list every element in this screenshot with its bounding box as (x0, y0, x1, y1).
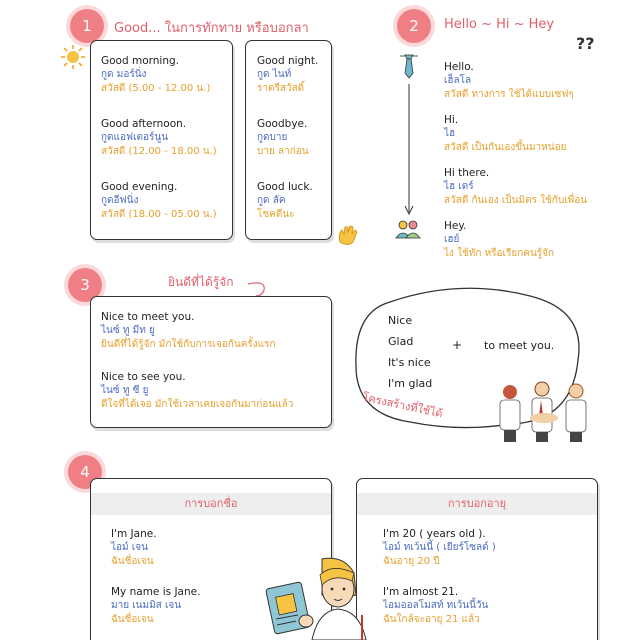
phrase-thai-meaning: สวัสดี เป็นกันเองขึ้นมาหน่อย (444, 142, 567, 153)
phrase-entry (257, 54, 331, 96)
nice-to-meet-card (90, 296, 332, 428)
phrase-pronunciation: ไอมออลโมสท์ ทเว้นนี้วัน (383, 600, 489, 611)
phrase-entry (101, 54, 232, 96)
phrase-pronunciation: เฮ็ลโล (444, 75, 472, 86)
section-number-4: 4 (68, 455, 102, 489)
sun-icon (60, 44, 86, 70)
phrase-entry (444, 219, 634, 261)
phrase-entry (101, 310, 331, 352)
phrase-entry (383, 527, 597, 569)
phrase-pronunciation: กูด ลัค (257, 195, 286, 206)
phrase-english: Hey. (444, 220, 467, 232)
subject-option: I'm glad (388, 377, 433, 390)
phrase-entry (383, 585, 597, 627)
subject-option: It's nice (388, 356, 431, 369)
phrase-thai-meaning: ฉันชื่อเจน (111, 614, 154, 625)
phrase-thai-meaning: บาย ลาก่อน (257, 146, 309, 157)
phrase-thai-meaning: ฉันชื่อเจน (111, 556, 154, 567)
phrase-thai-meaning: สวัสดี ทางการ ใช้ได้แบบเซฟๆ (444, 89, 574, 100)
phrase-pronunciation: มาย เนมมิส เจน (111, 600, 182, 611)
hello-hi-hey-list (444, 60, 634, 272)
phrase-pronunciation: ไอม์ ทเว้นนี้ ( เยียร์โซลด์ ) (383, 542, 496, 553)
phrase-english: Good morning. (101, 55, 180, 67)
phrase-pronunciation: ไอม์ เจน (111, 542, 148, 553)
subject-option: Glad (388, 335, 414, 348)
boy-with-id-card-illustration (262, 555, 372, 640)
phrase-english: Good luck. (257, 181, 313, 193)
section-2-title: Hello ~ Hi ~ Hey (444, 17, 555, 32)
waving-hand-icon (334, 222, 360, 248)
phrase-entry (444, 166, 634, 208)
phrase-english: Hi. (444, 114, 459, 126)
age-card-header: การบอกอายุ (357, 493, 597, 515)
section-number-2: 2 (397, 9, 431, 43)
phrase-thai-meaning: ราตรีสวัสดิ์ (257, 83, 305, 94)
phrase-thai-meaning: ไง ใช้ทัก หรือเรียกคนรู้จัก (444, 248, 555, 259)
bubble-tail-phrase: to meet you. (484, 339, 555, 352)
phrase-pronunciation: เฮย์ (444, 234, 460, 245)
phrase-entry (444, 60, 634, 102)
question-marks-icon: ?​? (576, 34, 595, 53)
phrase-english: Hello. (444, 61, 474, 73)
subject-options (388, 310, 432, 394)
night-farewells-card (245, 40, 332, 240)
phrase-english: My name is Jane. (111, 586, 201, 598)
phrase-entry (257, 117, 331, 159)
phrase-entry (101, 370, 331, 412)
structure-label: โครงสร้างที่ใช้ได้ (361, 390, 444, 421)
name-card-header: การบอกชื่อ (91, 493, 331, 515)
phrase-english: Nice to see you. (101, 371, 186, 383)
phrase-thai-meaning: ยินดีที่ได้รู้จัก มักใช้กับการเจอกันครั้งแรก (101, 339, 276, 350)
morning-greetings-card (90, 40, 233, 240)
phrase-pronunciation: ไนซ์ ทู ซี ยู (101, 385, 149, 396)
section-3-title: ยินดีที่ได้รู้จัก (168, 275, 234, 289)
phrase-pronunciation: กูดบาย (257, 132, 288, 143)
plus-sign: + (452, 338, 463, 352)
phrase-entry (101, 180, 232, 222)
phrase-english: Good evening. (101, 181, 178, 193)
phrase-english: Goodbye. (257, 118, 308, 130)
phrase-english: Hi there. (444, 167, 490, 179)
phrase-thai-meaning: สวัสดี กันเอง เป็นมิตร ใช้กับเพื่อน (444, 195, 588, 206)
phrase-pronunciation: ไฮ เดร์ (444, 181, 474, 192)
phrase-thai-meaning: สวัสดี (5.00 - 12.00 น.) (101, 83, 211, 94)
section-number-3: 3 (68, 268, 102, 302)
phrase-thai-meaning: โชคดีนะ (257, 209, 295, 220)
phrase-english: Good afternoon. (101, 118, 187, 130)
phrase-entry (101, 117, 232, 159)
phrase-pronunciation: ไนซ์ ทู มีท ยู (101, 325, 155, 336)
friends-icon (394, 218, 422, 240)
phrase-pronunciation: กูด มอร์นิ่ง (101, 69, 147, 80)
age-card (356, 478, 598, 640)
section-1-title: Good... ในการทักทาย หรือบอกลา (114, 21, 309, 36)
phrase-thai-meaning: สวัสดี (18.00 - 05.00 น.) (101, 209, 217, 220)
phrase-english: I'm 20 ( years old ). (383, 528, 486, 540)
section-number-1: 1 (70, 9, 104, 43)
phrase-pronunciation: ไฮ (444, 128, 456, 139)
phrase-english: I'm almost 21. (383, 586, 459, 598)
phrase-thai-meaning: ฉันอายุ 20 ปี (383, 556, 440, 567)
phrase-thai-meaning: ดีใจที่ได้เจอ มักใช้เวลาเคยเจอกันมาก่อนแล้ว (101, 399, 294, 410)
subject-option: Nice (388, 314, 413, 327)
formality-arrow (403, 84, 415, 218)
phrase-thai-meaning: สวัสดี (12.00 - 18.00 น.) (101, 146, 217, 157)
phrase-pronunciation: กูดแอฟเตอร์นูน (101, 132, 169, 143)
team-handshake-illustration (486, 380, 604, 442)
phrase-entry (257, 180, 331, 222)
tie-icon (398, 53, 420, 79)
phrase-pronunciation: กูด ไนท์ (257, 69, 292, 80)
phrase-english: Good night. (257, 55, 319, 67)
phrase-entry (444, 113, 634, 155)
phrase-english: I'm Jane. (111, 528, 157, 540)
phrase-english: Nice to meet you. (101, 311, 195, 323)
phrase-thai-meaning: ฉันใกล้จะอายุ 21 แล้ว (383, 614, 480, 625)
phrase-pronunciation: กูดอีฟนิ่ง (101, 195, 139, 206)
